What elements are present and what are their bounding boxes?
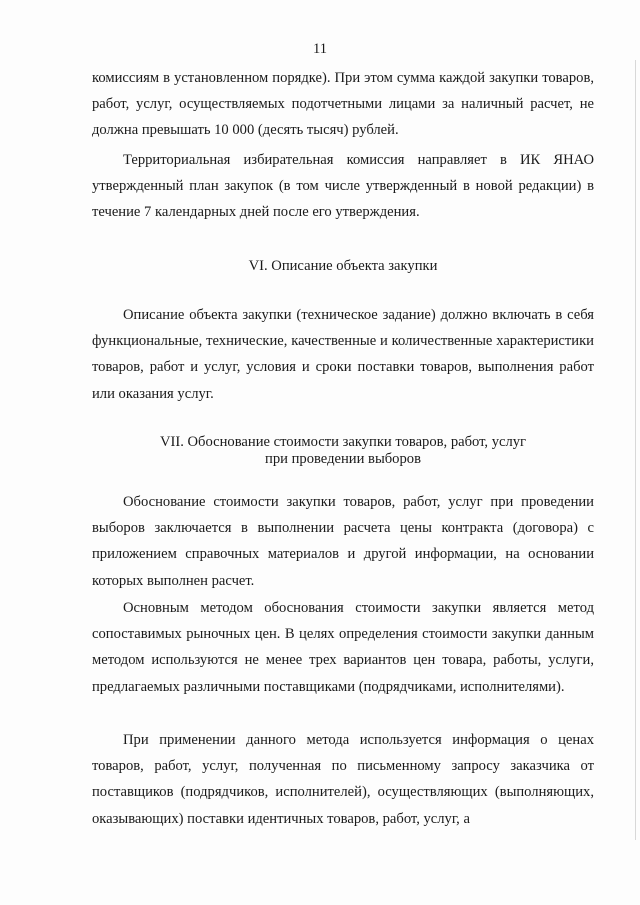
section-heading-vii-line1: VII. Обоснование стоимости закупки товаров, работ, услуг	[159, 434, 527, 450]
paragraph-object-description: Описание объекта закупки (техническое задание) должно включать в себя функциональные, технические, качественные и количественные характеристики товаров, работ и услуг, условия и сроки поставки товаров, выполнения работ или оказания услуг.	[92, 307, 594, 402]
paragraph-method-application: При применении данного метода используется информация о ценах товаров, работ, услуг, полученная по письменному запросу заказчика от поставщиков (подрядчиков, исполнителей), осуществляющих (выполняющих, оказывающих) поставки идентичных товаров, работ, услуг, а	[92, 732, 594, 827]
paragraph-market-price-method: Основным методом обоснования стоимости закупки является метод сопоставимых рыночных цен. В целях определения стоимости закупки данным методом используются не менее трех вариантов цен товара, работы, услуги, предлагаемых различными поставщиками (подрядчиками, исполнителями).	[92, 600, 594, 695]
paragraph-plan-submission: Территориальная избирательная комиссия направляет в ИК ЯНАО утвержденный план закупок (в том числе утвержденный в новой редакции) в течение 7 календарных дней после его утверждения.	[92, 152, 594, 221]
scan-edge-line	[635, 60, 636, 840]
section-heading-vi: VI. Описание объекта закупки	[248, 258, 438, 274]
paragraph-purchase-limit: комиссиям в установленном порядке). При этом сумма каждой закупки товаров, работ, услуг, осуществляемых подотчетными лицами за наличный расчет, не должна превышать 10 000 (десять тысяч) рублей.	[92, 70, 594, 139]
paragraph-cost-justification: Обоснование стоимости закупки товаров, работ, услуг при проведении выборов заключается в выполнении расчета цены контракта (договора) с приложением справочных материалов и другой информации, на основании которых выполнен расчет.	[92, 494, 594, 589]
section-heading-vii-line2: при проведении выборов	[265, 451, 421, 467]
section-heading-vii	[92, 434, 594, 468]
page-number: 11	[313, 41, 327, 57]
